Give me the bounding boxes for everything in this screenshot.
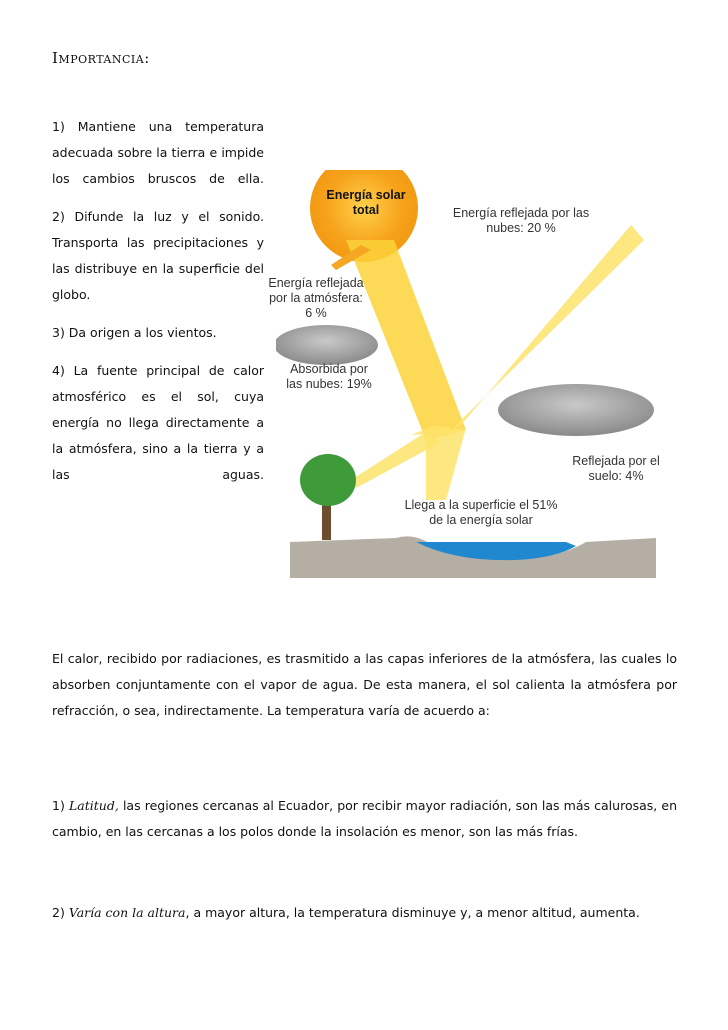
factor-1-text: las regiones cercanas al Ecuador, por recibir mayor radiación, son las más calurosas, en cambio, en las cercanas a los polos donde la insolación es menor, son las más frías. [52, 798, 677, 839]
cloud-right [498, 384, 654, 436]
solar-energy-diagram [268, 170, 666, 595]
label-reflected-atmosphere: Energía reflejada por la atmósfera: 6 % [268, 276, 364, 320]
label-absorbed-clouds: Absorbida por las nubes: 19% [286, 362, 372, 391]
main-paragraph [52, 646, 677, 724]
label-reaches-surface: Llega a la superficie el 51% de la energía solar [404, 498, 558, 527]
label-reflected-clouds: Energía reflejada por las nubes: 20 % [452, 206, 590, 235]
section-heading: Importancia: [52, 49, 150, 67]
importance-item-4: 4) La fuente principal de calor atmosférico es el sol, cuya energía no llega directamente a la atmósfera, sino a la tierra y a las aguas. [52, 363, 264, 482]
importance-list [52, 114, 264, 500]
factor-1-number: 1) [52, 798, 65, 813]
label-reflected-ground: Reflejada por el suelo: 4% [572, 454, 660, 483]
importance-item-3: 3) Da origen a los vientos. [52, 325, 217, 340]
factor-2-text: , a mayor altura, la temperatura disminuye y, a menor altitud, aumenta. [185, 905, 640, 920]
paragraph-text: El calor, recibido por radiaciones, es trasmitido a las capas inferiores de la atmósfera, las cuales lo absorben conjuntamente con el vapor de agua. De esta manera, el sol calienta la atmósfera por refracción, o sea, indirectamente. La temperatura varía de acuerdo a: [52, 651, 677, 718]
cloud-left [276, 325, 378, 365]
factor-latitude [52, 793, 677, 845]
tree-crown [300, 454, 356, 506]
importance-item-1: 1) Mantiene una temperatura adecuada sobre la tierra e impide los cambios bruscos de ella. [52, 119, 264, 186]
label-sun-total: Energía solar total [326, 188, 406, 217]
factor-1-term: Latitud, [68, 798, 119, 813]
factor-2-number: 2) [52, 905, 65, 920]
importance-item-2: 2) Difunde la luz y el sonido. Transporta las precipitaciones y las distribuye en la superficie del globo. [52, 209, 264, 302]
factor-2-term: Varía con la altura [68, 905, 186, 920]
factor-altitude [52, 900, 677, 926]
